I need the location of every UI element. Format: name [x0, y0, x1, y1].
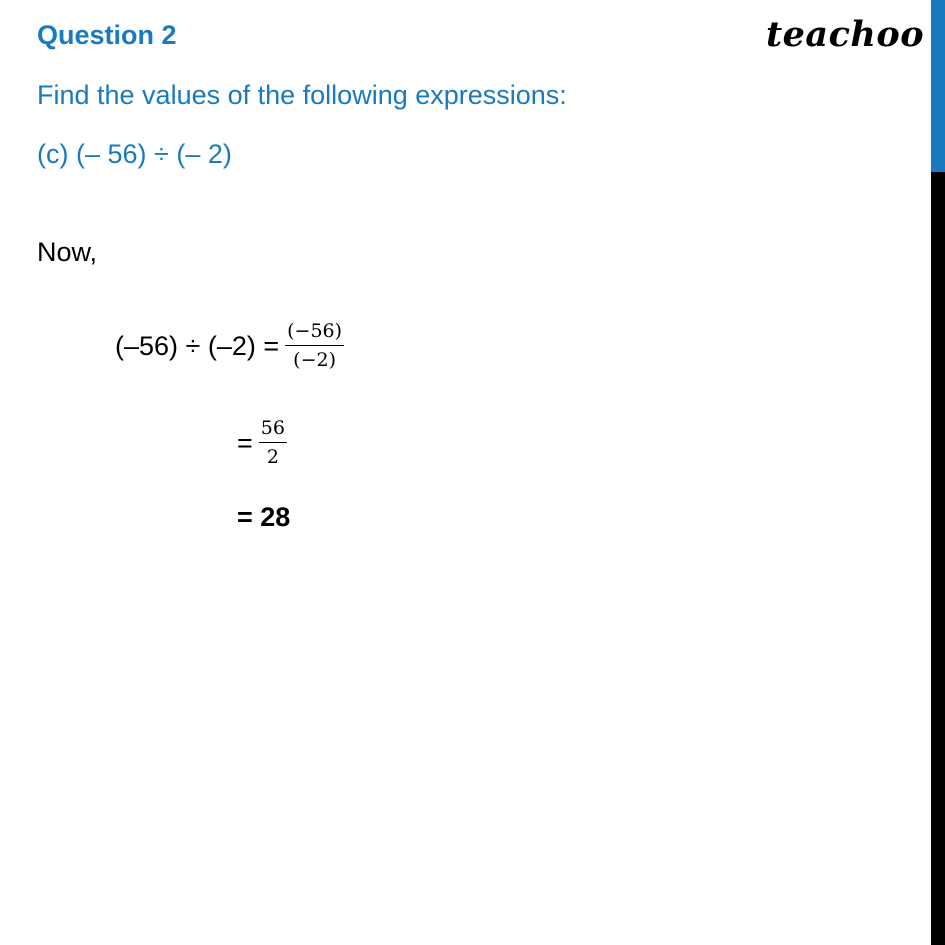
prompt-expression: (c) (– 56) ÷ (– 2)	[37, 139, 232, 169]
solution-intro: Now,	[37, 237, 98, 267]
vertical-scrollbar[interactable]	[931, 0, 945, 945]
step-1-numerator: (−56)	[287, 319, 343, 342]
step-2-denominator: 2	[266, 446, 279, 469]
solution-step-1	[115, 317, 344, 375]
step-2-equals: =	[237, 427, 253, 458]
teachoo-logo: teachoo	[766, 14, 925, 55]
prompt-instruction: Find the values of the following expressions:	[37, 80, 567, 110]
question-title: Question 2	[37, 20, 177, 50]
step-2-numerator: 56	[260, 416, 285, 439]
solution-step-2	[237, 414, 287, 472]
step-2-fraction	[259, 416, 287, 469]
step-1-denominator: (−2)	[293, 349, 337, 372]
step-1-lhs: (–56) ÷ (–2) =	[115, 330, 280, 361]
solution-final-answer: = 28	[237, 501, 291, 532]
step-1-fraction	[285, 319, 344, 372]
scrollbar-thumb[interactable]	[931, 0, 945, 172]
